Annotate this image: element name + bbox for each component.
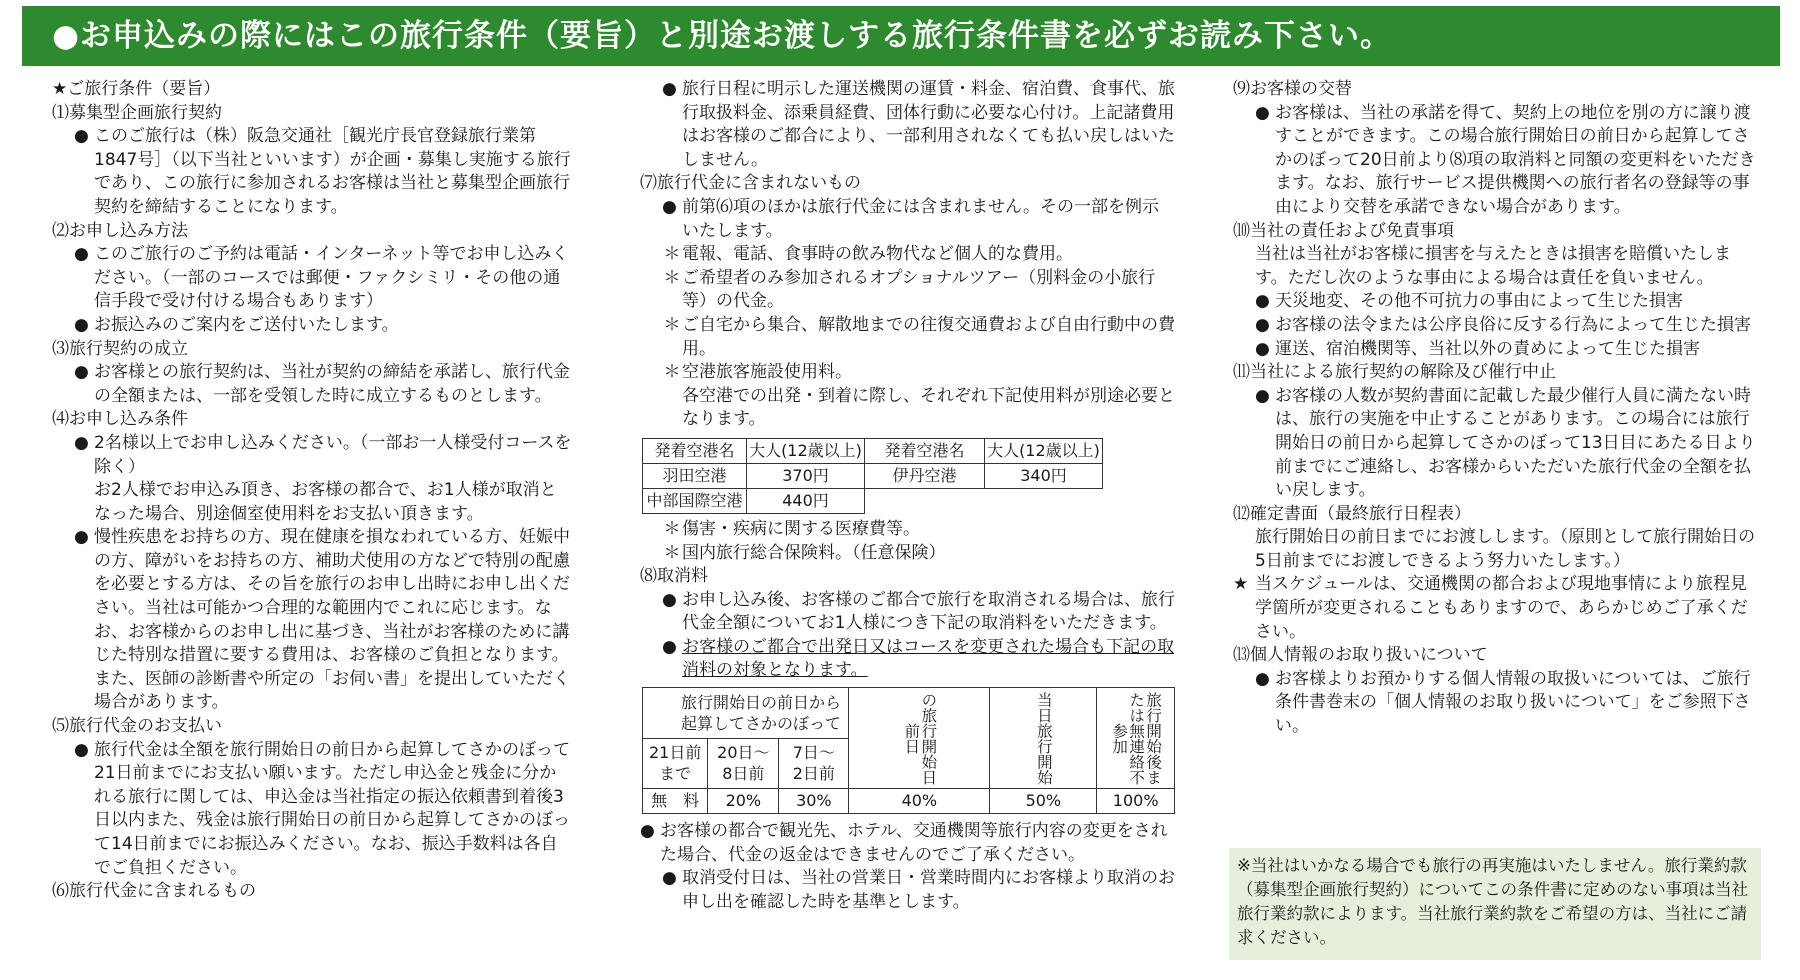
bullet-item: ● お客様のご都合で出発日又はコースを変更された場合も下記の取消料の対象となります。	[662, 636, 1175, 681]
airport-fee-table	[642, 438, 1103, 514]
bullet-item: ● お客様よりお預かりする個人情報の取扱いについては、ご旅行条件書巻末の「個人情報のお取り扱いについて」をご参照下さい。	[1255, 668, 1751, 737]
table-header: 20日〜 8日前	[708, 738, 779, 789]
section-5-heading: ⑸旅行代金のお支払い	[52, 716, 222, 737]
bullet-item: ● お振込みのご案内をご送付いたします。	[74, 314, 399, 335]
table-cell: 340円	[985, 463, 1103, 488]
bullet-item: ● お客様は、当社の承諾を得て、契約上の地位を別の方に譲り渡すことができます。この場合旅行開始日の前日から起算してさかのぼって20日前より⑻項の取消料と同額の変更料をいただきます。なお、旅行サービス提供機関への旅行者名の登録等の事由により交替を承諾できない場合があります。	[1255, 102, 1756, 217]
table-header: 大人(12歳以上)	[747, 438, 865, 463]
table-cell: 羽田空港	[643, 463, 747, 488]
bullet-item: ● お客様の人数が契約書面に記載した最少催行人員に満たない時は、旅行の実施を中止することがあります。この場合には旅行開始日の前日から起算してさかのぼって13日目にあたる日より前までにご連絡し、お客様からいただいた旅行代金の全額を払い戻します。	[1255, 385, 1756, 501]
paragraph: 各空港での出発・到着に際し、それぞれ下記使用料が別途必要となります。	[682, 385, 1175, 430]
section-7-heading: ⑺旅行代金に含まれないもの	[640, 173, 861, 194]
section-2-heading: ⑵お申し込み方法	[52, 220, 188, 241]
table-cell: 20%	[708, 789, 779, 814]
paragraph: 旅行開始日の前日までにお渡しします。（原則として旅行開始日の5日前までにお渡しできるよう努力いたします。）	[1255, 527, 1756, 571]
table-header: 旅行開始日の前日から起算してさかのぼって	[643, 688, 849, 739]
asterisk-item: ＊ 空港旅客施設使用料。	[663, 362, 852, 383]
section-8-heading: ⑻取消料	[640, 566, 708, 587]
table-header: 旅行開始後または無連絡不参加	[1097, 688, 1175, 789]
bullet-item: ● 旅行日程に明示した運送機関の運賃・料金、宿泊費、食事代、旅行取扱料金、添乗員経費、団体行動に必要な心付け。上記諸費用はお客様のご都合により、一部利用されなくても払い戻しはいたしません。	[662, 79, 1175, 170]
bullet-item: ● 慢性疾患をお持ちの方、現在健康を損なわれている方、妊娠中の方、障がいをお持ちの方、補助犬使用の方などで特別の配慮を必要とする方は、その旨を旅行のお申し出時にお申し出ください。当社は可能かつ合理的な範囲内でこれに応じます。なお、お客様からのお申し出に基づき、当社がお客様のために講じた特別な措置に要する費用は、お客様のご負担となります。また、医師の診断書や所定の「お伺い書」を提出していただく場合があります。	[74, 527, 570, 713]
bullet-item: ● 旅行代金は全額を旅行開始日の前日から起算してさかのぼって21日前までにお支払い願います。ただし申込金と残金に分かれる旅行に関しては、申込金は当社指定の振込依頼書到着後3日以内また、残金は旅行開始日の前日から起算してさかのぼって14日前までにお振込みください。なお、振込手数料は各自でご負担ください。	[74, 739, 570, 878]
paragraph: お2人様でお申込み頂き、お客様の都合で、お1人様が取消となった場合、別途個室使用料をお支払い頂きます。	[94, 480, 557, 524]
header-banner: ●お申込みの際にはこの旅行条件（要旨）と別途お渡しする旅行条件書を必ずお読み下さい。	[22, 6, 1780, 66]
asterisk-item: ＊ ご自宅から集合、解散地までの往復交通費および自由行動中の費用。	[663, 314, 1175, 359]
terms-note-text: ※当社はいかなる場合でも旅行の再実施はいたしません。旅行業約款（募集型企画旅行契約）についてこの条件書に定めのない事項は当社旅行業約款によります。当社旅行業約款をご希望の方は、当社にご請求ください。	[1237, 856, 1749, 947]
section-9-heading: ⑼お客様の交替	[1233, 79, 1352, 99]
table-header: 21日前まで	[643, 738, 708, 789]
bullet-item: ● このご旅行は（株）阪急交通社［観光庁長官登録旅行業第1847号］（以下当社といいます）が企画・募集し実施する旅行であり、この旅行に参加されるお客様は当社と募集型企画旅行契約を締結することになります。	[74, 126, 571, 217]
bullet-item: ● 2名様以上でお申し込みください。（一部お一人様受付コースを除く）	[74, 432, 572, 477]
schedule-note: ★ 当スケジュールは、交通機関の都合および現地事情により旅程見学箇所が変更されることもありますので、あらかじめご了承ください。	[1233, 574, 1748, 642]
section-3-heading: ⑶旅行契約の成立	[52, 338, 188, 359]
bullet-item: ● 前第⑹項のほかは旅行代金には含まれません。その一部を例示いたします。	[662, 196, 1160, 241]
section-4-heading: ⑷お申し込み条件	[52, 409, 188, 430]
bullet-item: ● お申し込み後、お客様のご都合で旅行を取消される場合は、旅行代金全額についてお1人様につき下記の取消料をいただきます。	[662, 589, 1175, 634]
table-cell: 30%	[779, 789, 849, 814]
empty-cell	[985, 488, 1103, 513]
column-1	[52, 78, 572, 904]
table-cell: 無 料	[643, 789, 708, 814]
section-13-heading: ⒀個人情報のお取り扱いについて	[1233, 645, 1488, 666]
bullet-item: ● 取消受付日は、当社の営業日・営業時間内にお客様より取消のお申し出を確認した時を基準とします。	[662, 868, 1175, 912]
bullet-item: ● 天災地変、その他不可抗力の事由によって生じた損害	[1255, 291, 1683, 312]
paragraph: 当社は当社がお客様に損害を与えたときは損害を賠償いたします。ただし次のような事由による場合は責任を負いません。	[1255, 244, 1731, 288]
section-10-heading: ⑽当社の責任および免責事項	[1233, 220, 1454, 241]
table-header: 発着空港名	[865, 438, 985, 463]
bullet-item: ● お客様との旅行契約は、当社が契約の締結を承諾し、旅行代金の全額または、一部を受領した時に成立するものとします。	[74, 362, 570, 406]
cancellation-fee-table	[642, 687, 1175, 814]
asterisk-item: ＊ 国内旅行総合保険料。（任意保険）	[663, 542, 946, 563]
table-header: 発着空港名	[643, 438, 747, 463]
asterisk-item: ＊ 電報、電話、食事時の飲み物代など個人的な費用。	[663, 244, 1073, 265]
section-6-heading: ⑹旅行代金に含まれるもの	[52, 881, 256, 902]
table-header: の旅行開始日前日	[849, 688, 990, 789]
section-1-heading: ⑴募集型企画旅行契約	[52, 102, 222, 123]
table-cell: 40%	[849, 789, 990, 814]
section-12-heading: ⑿確定書面（最終旅行日程表）	[1233, 503, 1471, 524]
table-cell: 370円	[747, 463, 865, 488]
asterisk-item: ＊ ご希望者のみ参加されるオプショナルツアー（別料金の小旅行等）の代金。	[663, 267, 1156, 312]
bullet-item: ● お客様の法令または公序良俗に反する行為によって生じた損害	[1255, 314, 1751, 335]
column-2	[640, 78, 1175, 914]
table-cell: 440円	[747, 488, 865, 513]
terms-note-box	[1229, 848, 1761, 960]
section-11-heading: ⑾当社による旅行契約の解除及び催行中止	[1233, 362, 1556, 383]
column-3	[1233, 78, 1761, 739]
asterisk-item: ＊ 傷害・疾病に関する医療費等。	[663, 518, 920, 539]
table-cell: 50%	[990, 789, 1097, 814]
bullet-item: ● このご旅行のご予約は電話・インターネット等でお申し込みください。（一部のコースでは郵便・ファクシミリ・その他の通信手段で受け付ける場合もあります）	[74, 244, 569, 312]
table-header: 当日旅行開始	[990, 688, 1097, 789]
table-cell: 100%	[1097, 789, 1175, 814]
table-cell: 伊丹空港	[865, 463, 985, 488]
table-cell: 中部国際空港	[643, 488, 747, 513]
table-header: 大人(12歳以上)	[985, 438, 1103, 463]
bullet-item: ● 運送、宿泊機関等、当社以外の責めによって生じた損害	[1255, 338, 1700, 359]
bullet-item: ● お客様の都合で観光先、ホテル、交通機関等旅行内容の変更をされた場合、代金の返金はできませんのでご了承ください。	[640, 821, 1168, 865]
conditions-title: ★ご旅行条件（要旨）	[52, 79, 221, 99]
empty-cell	[865, 488, 985, 513]
table-header: 7日〜 2日前	[779, 738, 849, 789]
